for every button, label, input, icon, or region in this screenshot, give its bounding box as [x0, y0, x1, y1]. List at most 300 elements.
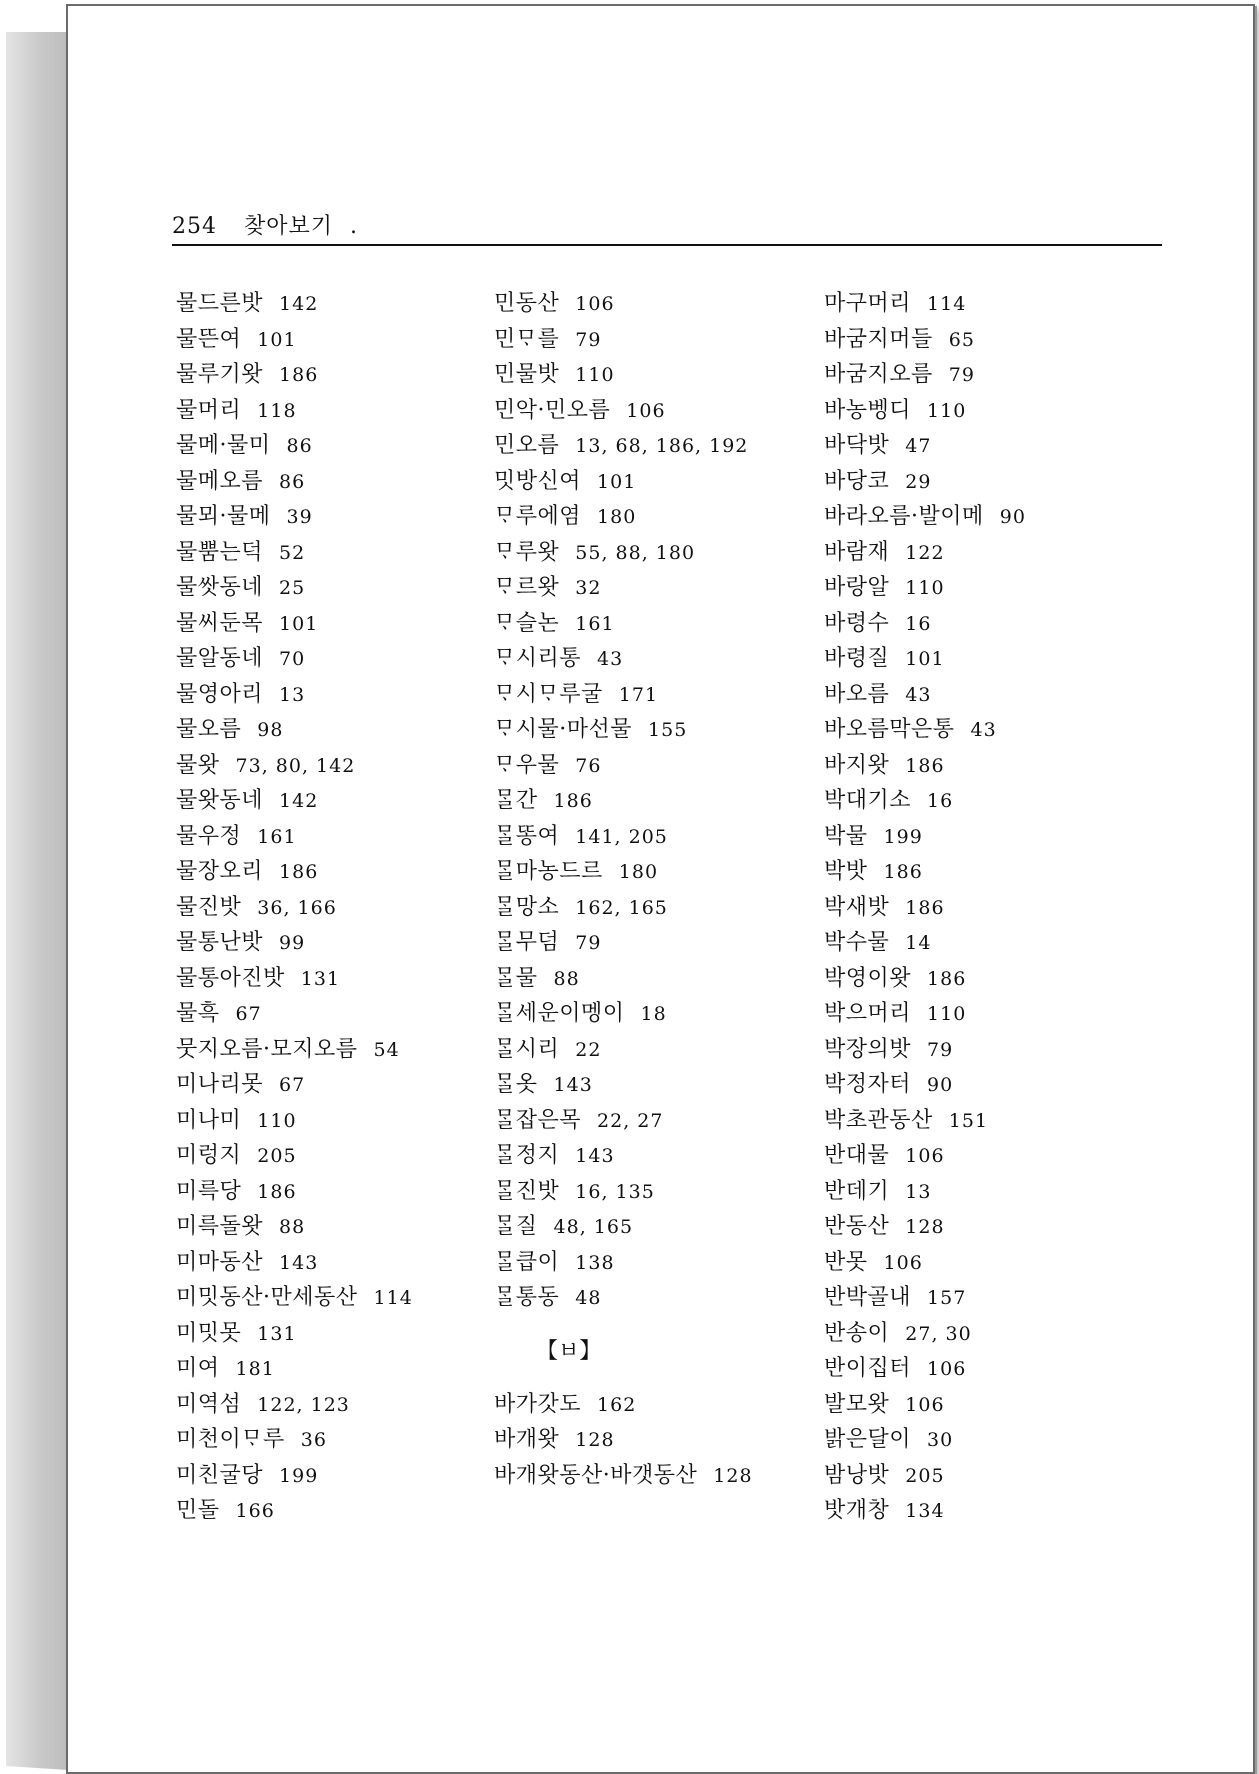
index-entry [824, 712, 1026, 748]
index-page-numbers: 79 [575, 328, 602, 351]
index-page-numbers: 110 [927, 399, 967, 422]
index-term: 바굼지오름 [824, 362, 933, 387]
index-page-numbers: 114 [373, 1287, 413, 1309]
index-term: ᄆᆞ루에염 [494, 504, 582, 529]
index-page-numbers: 122 [905, 541, 945, 564]
index-term: 바지왓 [824, 752, 890, 778]
index-entry [494, 677, 753, 713]
index-term: ᄆᆞ시리통 [494, 646, 582, 671]
index-term: 바개왓 [494, 1427, 560, 1452]
index-page-numbers: 27, 30 [905, 1322, 972, 1345]
index-entry [176, 393, 413, 429]
index-term: 반데기 [824, 1178, 890, 1204]
index-entry [494, 428, 753, 464]
index-entry [176, 535, 413, 571]
index-page-numbers: 110 [927, 1003, 967, 1025]
index-term: 밧개창 [824, 1498, 890, 1523]
index-term: 바오름막은통 [824, 717, 955, 742]
index-term: 물영아리 [176, 681, 264, 707]
index-term: 물장오리 [176, 859, 264, 884]
index-entry [176, 1174, 413, 1210]
index-term: 바랑알 [824, 575, 890, 600]
index-entry [176, 606, 413, 642]
index-column-3 [824, 286, 1026, 1529]
index-entry [824, 1351, 1026, 1387]
index-entry [176, 1245, 413, 1281]
index-page-numbers: 161 [575, 612, 615, 635]
index-page-numbers: 110 [905, 577, 945, 599]
index-page-numbers: 79 [927, 1038, 954, 1061]
index-entry [176, 961, 413, 997]
index-term: 미천이ᄆᆞ루 [176, 1427, 285, 1452]
index-page-numbers: 205 [257, 1145, 297, 1167]
index-entry [824, 783, 1026, 819]
index-term: 박밧 [824, 859, 868, 884]
index-term: 바농벵디 [824, 397, 912, 423]
index-term: 반송이 [824, 1320, 890, 1346]
index-entry [494, 1174, 753, 1210]
index-page-numbers: 39 [286, 506, 313, 528]
index-page-numbers: 157 [927, 1287, 967, 1309]
index-entry [176, 1138, 413, 1174]
index-entry [176, 1103, 413, 1139]
index-term: 박새밧 [824, 894, 890, 920]
index-term: 물메오름 [176, 468, 264, 494]
index-page-numbers: 76 [575, 754, 602, 777]
index-page-numbers: 186 [905, 754, 945, 777]
index-entry [176, 1280, 413, 1316]
index-page-numbers: 142 [279, 790, 319, 812]
index-entry [176, 783, 413, 819]
index-page-numbers: 88 [553, 967, 580, 990]
index-entry [176, 1458, 413, 1494]
index-page-numbers: 128 [905, 1216, 945, 1238]
index-term: ᄆᆞᆯ큽이 [494, 1249, 560, 1275]
index-term: 밝은달이 [824, 1427, 912, 1452]
index-page-numbers: 138 [575, 1251, 615, 1274]
index-term: 미밋동산·만세동산 [176, 1285, 358, 1310]
index-entry [824, 1032, 1026, 1068]
index-term: 밋방신여 [494, 468, 582, 494]
index-term: 물왓동네 [176, 788, 264, 813]
header-rule [172, 244, 1162, 246]
index-entry [176, 499, 413, 535]
index-page-numbers: 180 [597, 506, 637, 528]
index-page-numbers: 36 [300, 1429, 327, 1451]
index-term: ᄆᆞᆯ정지 [494, 1143, 560, 1168]
index-entry [824, 641, 1026, 677]
index-entry [824, 1138, 1026, 1174]
index-term: 민악·민오름 [494, 397, 611, 423]
index-term: 물통아진밧 [176, 965, 285, 991]
index-page-numbers: 101 [257, 328, 297, 351]
index-page-numbers: 186 [279, 861, 319, 883]
index-entry [824, 606, 1026, 642]
index-page-numbers: 88 [279, 1216, 306, 1238]
index-page-numbers: 47 [905, 435, 932, 457]
index-page-numbers: 101 [279, 612, 319, 635]
index-entry [176, 1351, 413, 1387]
index-term: 물메·물미 [176, 433, 271, 458]
index-entry [176, 570, 413, 606]
index-page-numbers: 48, 165 [553, 1216, 634, 1238]
index-term: ᄆᆞᆯ옷 [494, 1072, 538, 1097]
index-page-numbers: 186 [553, 790, 593, 812]
index-page-numbers: 43 [597, 648, 624, 670]
index-term: 반박골내 [824, 1285, 912, 1310]
index-entry [824, 535, 1026, 571]
index-entry [494, 1458, 753, 1494]
index-term: ᄆᆞᆯ간 [494, 788, 538, 813]
index-entry [824, 464, 1026, 500]
index-page-numbers: 186 [927, 967, 967, 990]
index-term: 밤낭밧 [824, 1462, 890, 1488]
index-entry [824, 428, 1026, 464]
index-entry [824, 925, 1026, 961]
index-term: 바람재 [824, 539, 890, 565]
index-term: 물뜬여 [176, 326, 242, 352]
index-entry [494, 393, 753, 429]
index-page-numbers: 86 [279, 470, 306, 493]
index-term: 바가갓도 [494, 1391, 582, 1417]
index-page-numbers: 18 [640, 1003, 667, 1025]
index-term: 미마동산 [176, 1249, 264, 1275]
index-entry [824, 890, 1026, 926]
index-term: 미나미 [176, 1107, 242, 1133]
index-page-numbers: 16 [905, 612, 932, 635]
index-entry [824, 748, 1026, 784]
index-entry [824, 1280, 1026, 1316]
index-entry [494, 748, 753, 784]
page-header [172, 212, 1162, 242]
index-page-numbers: 162, 165 [575, 896, 668, 919]
index-term: 박정자터 [824, 1072, 912, 1097]
index-entry [494, 1032, 753, 1068]
index-page-numbers: 86 [286, 435, 313, 457]
index-term: 박수물 [824, 930, 890, 955]
index-page-numbers: 186 [883, 861, 923, 883]
index-page-numbers: 98 [257, 719, 284, 741]
index-entry [494, 1245, 753, 1281]
index-page-numbers: 22 [575, 1038, 602, 1061]
index-entry [494, 464, 753, 500]
index-page-numbers: 186 [905, 896, 945, 919]
index-entry [824, 677, 1026, 713]
index-entry [494, 819, 753, 855]
index-page-numbers: 16, 135 [575, 1180, 655, 1203]
index-entry [494, 1280, 753, 1316]
page-title: 찾아보기 [244, 214, 334, 239]
index-page-numbers: 101 [905, 648, 945, 670]
index-term: ᄆᆞᆯ진밧 [494, 1178, 560, 1204]
index-term: 물흑 [176, 1001, 220, 1026]
index-page-numbers: 162 [597, 1393, 637, 1416]
index-page-numbers: 143 [279, 1251, 319, 1274]
index-page-numbers: 186 [279, 364, 319, 386]
index-page-numbers: 199 [279, 1464, 319, 1487]
index-term: 박으머리 [824, 1001, 912, 1026]
index-page-numbers: 36, 166 [257, 896, 337, 919]
index-term: 물오름 [176, 717, 242, 742]
index-page-numbers: 22, 27 [597, 1109, 664, 1132]
index-term: 마구머리 [824, 291, 912, 316]
index-term: 뭇지오름·모지오름 [176, 1036, 358, 1062]
index-term: 박대기소 [824, 788, 912, 813]
index-entry [824, 1067, 1026, 1103]
index-term: ᄆᆞᆯ시리 [494, 1036, 560, 1062]
index-page-numbers: 171 [618, 683, 659, 706]
index-entry [494, 1138, 753, 1174]
index-term: 물씨둔목 [176, 610, 264, 636]
index-entry [494, 641, 753, 677]
index-entry [494, 854, 753, 890]
index-entry [176, 1316, 413, 1352]
index-page-numbers: 99 [279, 932, 306, 954]
index-entry [824, 357, 1026, 393]
index-page-numbers: 161 [257, 825, 297, 848]
index-page-numbers: 67 [279, 1074, 306, 1096]
index-page-numbers: 90 [999, 506, 1026, 528]
index-entry [824, 1422, 1026, 1458]
index-page-numbers: 90 [927, 1074, 954, 1096]
index-entry [176, 677, 413, 713]
index-term: 발모왓 [824, 1391, 890, 1417]
index-term: ᄆᆞ르왓 [494, 575, 560, 600]
index-entry [176, 1067, 413, 1103]
index-term: 바닥밧 [824, 433, 890, 458]
index-entry [494, 925, 753, 961]
index-page-numbers: 67 [235, 1003, 262, 1025]
index-entry [176, 322, 413, 358]
index-term: 물우정 [176, 823, 242, 849]
index-entry [824, 393, 1026, 429]
index-entry [494, 890, 753, 926]
index-entry [494, 961, 753, 997]
index-entry [824, 819, 1026, 855]
index-entry [494, 570, 753, 606]
index-entry [824, 286, 1026, 322]
index-page-numbers: 32 [575, 577, 602, 599]
index-page-numbers: 106 [883, 1251, 923, 1274]
index-page-numbers: 13 [905, 1180, 932, 1203]
index-term: 미친굴당 [176, 1462, 264, 1488]
index-entry [824, 499, 1026, 535]
index-term: 물루기왓 [176, 362, 264, 387]
index-page-numbers: 54 [373, 1038, 400, 1061]
index-page-numbers: 151 [948, 1109, 989, 1132]
index-term: 바당코 [824, 468, 890, 494]
index-term: 미렁지 [176, 1143, 242, 1168]
index-entry [176, 286, 413, 322]
index-page-numbers: 180 [618, 861, 659, 883]
index-entry [176, 1032, 413, 1068]
index-term: 물드른밧 [176, 291, 264, 316]
index-page-numbers: 114 [927, 293, 967, 315]
index-entry [494, 499, 753, 535]
index-page-numbers: 166 [235, 1500, 275, 1522]
section-heading: 【ㅂ】 [536, 1338, 602, 1364]
index-entry [824, 1245, 1026, 1281]
index-term: 물머리 [176, 397, 242, 423]
index-term: ᄆᆞᆯ무덤 [494, 930, 560, 955]
index-page-numbers: 131 [300, 967, 341, 990]
index-entry [494, 322, 753, 358]
index-term: 민물밧 [494, 362, 560, 387]
index-page-numbers: 30 [927, 1429, 954, 1451]
index-page-numbers: 16 [927, 790, 954, 812]
index-entry [824, 1174, 1026, 1210]
index-term: ᄆᆞᆯ잡은목 [494, 1107, 582, 1133]
index-term: 미륵돌왓 [176, 1214, 264, 1239]
index-term: 물진밧 [176, 894, 242, 920]
index-entry [176, 819, 413, 855]
index-page-numbers: 128 [713, 1464, 753, 1487]
index-entry [494, 1067, 753, 1103]
index-page-numbers: 43 [905, 683, 932, 706]
index-page-numbers: 110 [575, 364, 615, 386]
index-page-numbers: 143 [575, 1145, 615, 1167]
index-term: 바령질 [824, 646, 890, 671]
index-term: 민ᄆᆞ를 [494, 326, 560, 352]
index-page-numbers: 43 [970, 719, 997, 741]
index-entry [494, 286, 753, 322]
index-page-numbers: 134 [905, 1500, 945, 1522]
index-entry [176, 854, 413, 890]
index-entry [494, 783, 753, 819]
page-number: 254 [172, 214, 217, 239]
index-column-1 [176, 286, 413, 1529]
index-term: 미륵당 [176, 1178, 242, 1204]
index-page-numbers: 106 [905, 1393, 945, 1416]
index-page-numbers: 79 [575, 932, 602, 954]
index-entry [494, 535, 753, 571]
index-entry [824, 961, 1026, 997]
index-column-2 [494, 286, 753, 1493]
index-term: 반이집터 [824, 1356, 912, 1381]
index-page-numbers: 14 [905, 932, 932, 954]
index-page-numbers: 73, 80, 142 [235, 754, 356, 777]
index-entry [494, 1209, 753, 1245]
index-term: 반못 [824, 1249, 868, 1275]
index-term: 물왓 [176, 752, 220, 778]
index-entry [176, 428, 413, 464]
index-page-numbers: 25 [279, 577, 306, 599]
index-entry [824, 1387, 1026, 1423]
index-term: 미여 [176, 1356, 220, 1381]
index-term: ᄆᆞ시물·마선물 [494, 717, 633, 742]
index-page-numbers: 142 [279, 293, 319, 315]
index-page-numbers: 106 [905, 1145, 945, 1167]
index-entry [176, 925, 413, 961]
index-page-numbers: 55, 88, 180 [575, 541, 696, 564]
index-term: 미나리못 [176, 1072, 264, 1097]
header-dot: . [350, 214, 358, 239]
index-page-numbers: 52 [279, 541, 306, 564]
index-term: ᄆᆞᆯ물 [494, 965, 538, 991]
index-page-numbers: 199 [883, 825, 923, 848]
index-entry [824, 1103, 1026, 1139]
index-entry [176, 1209, 413, 1245]
index-page-numbers: 65 [948, 328, 975, 351]
index-entry [494, 1103, 753, 1139]
index-term: ᄆᆞ루왓 [494, 539, 560, 565]
index-page-numbers: 48 [575, 1287, 602, 1309]
index-entry [494, 1422, 753, 1458]
index-term: 박물 [824, 823, 868, 849]
index-page-numbers: 118 [257, 399, 297, 422]
index-entry [176, 712, 413, 748]
index-term: ᄆᆞᆯ통동 [494, 1285, 560, 1310]
index-entry [176, 641, 413, 677]
index-term: ᄆᆞ시ᄆᆞ루굴 [494, 681, 603, 707]
index-entry [494, 996, 753, 1032]
index-entry [176, 996, 413, 1032]
index-entry [176, 1422, 413, 1458]
index-page-numbers: 181 [235, 1358, 275, 1380]
index-entry [176, 890, 413, 926]
index-entry [176, 357, 413, 393]
index-page-numbers: 128 [575, 1429, 615, 1451]
index-term: ᄆᆞᆯ망소 [494, 894, 560, 920]
index-entry [176, 748, 413, 784]
index-term: 바굼지머들 [824, 326, 933, 352]
index-page-numbers: 13 [279, 683, 306, 706]
index-entry [824, 570, 1026, 606]
index-term: ᄆᆞᆯ똥여 [494, 823, 560, 849]
index-term: 바오름 [824, 681, 890, 707]
index-term: 물쌋동네 [176, 575, 264, 600]
index-page-numbers: 131 [257, 1322, 297, 1345]
index-term: ᄆᆞᆯ질 [494, 1214, 538, 1239]
index-term: 물통난밧 [176, 930, 264, 955]
index-term: 민동산 [494, 291, 560, 316]
index-entry [494, 606, 753, 642]
index-term: 미역섬 [176, 1391, 242, 1417]
index-term: 박초관동산 [824, 1107, 933, 1133]
index-term: 민돌 [176, 1498, 220, 1523]
index-term: 민오름 [494, 433, 560, 458]
index-term: ᄆᆞᆯ마농드르 [494, 859, 603, 884]
index-term: 바개왓동산·바갯동산 [494, 1462, 698, 1488]
index-entry [824, 996, 1026, 1032]
index-term: 바령수 [824, 610, 890, 636]
index-entry [824, 1493, 1026, 1529]
index-page-numbers: 70 [279, 648, 306, 670]
index-entry [824, 1458, 1026, 1494]
index-page-numbers: 79 [948, 364, 975, 386]
index-entry [824, 322, 1026, 358]
index-entry [176, 1493, 413, 1529]
book-spine [6, 32, 68, 1770]
index-page-numbers: 106 [927, 1358, 967, 1380]
index-page-numbers: 141, 205 [575, 825, 668, 848]
index-page-numbers: 143 [553, 1074, 593, 1096]
index-page-numbers: 110 [257, 1109, 297, 1132]
index-entry [824, 1209, 1026, 1245]
index-term: 반대물 [824, 1143, 890, 1168]
index-entry [494, 712, 753, 748]
index-term: ᄆᆞ우물 [494, 752, 560, 778]
index-page-numbers: 155 [648, 719, 688, 741]
index-term: ᄆᆞ슬논 [494, 610, 560, 636]
index-page-numbers: 205 [905, 1464, 945, 1487]
index-term: ᄆᆞᆯ세운이멩이 [494, 1001, 625, 1026]
index-term: 물알동네 [176, 646, 264, 671]
index-page-numbers: 122, 123 [257, 1393, 350, 1416]
index-page-numbers: 186 [257, 1180, 297, 1203]
index-term: 물뿜는덕 [176, 539, 264, 565]
index-term: 박장의밧 [824, 1036, 912, 1062]
